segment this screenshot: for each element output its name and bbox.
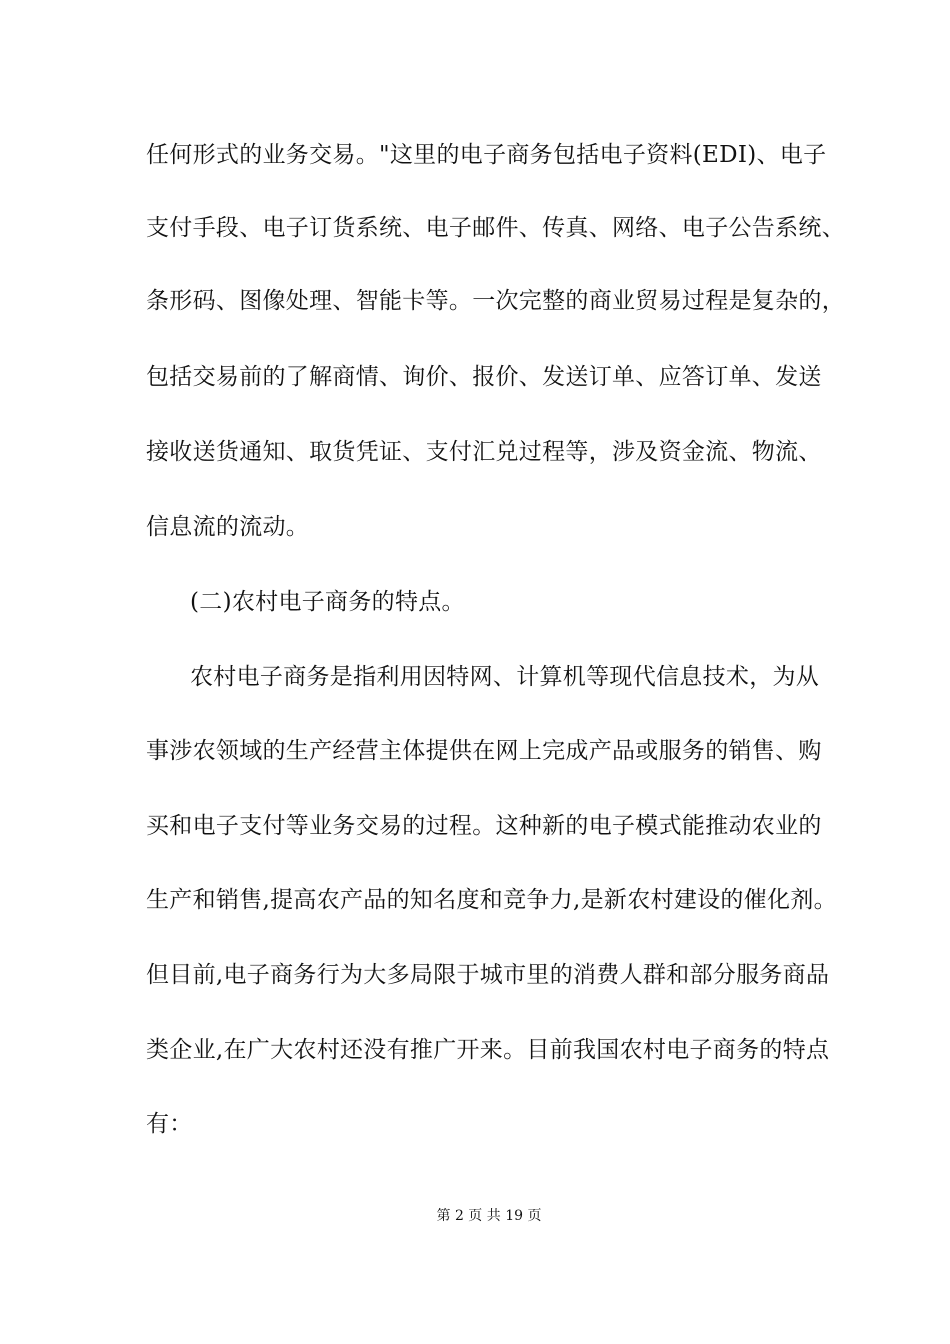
body-line-10: 买和电子支付等业务交易的过程。这种新的电子模式能推动农业的 — [146, 813, 822, 839]
body-line-9: 事涉农领域的生产经营主体提供在网上完成产品或服务的销售、购 — [146, 738, 822, 764]
body-line-12: 但目前,电子商务行为大多局限于城市里的消费人群和部分服务商品 — [146, 962, 830, 988]
body-line-5: 接收送货通知、取货凭证、支付汇兑过程等，涉及资金流、物流、 — [146, 439, 822, 465]
body-line-4: 包括交易前的了解商情、询价、报价、发送订单、应答订单、发送 — [146, 364, 822, 390]
section-heading: (二)农村电子商务的特点。 — [190, 589, 465, 615]
body-line-2: 支付手段、电子订货系统、电子邮件、传真、网络、电子公告系统、 — [146, 215, 845, 241]
body-line-13: 类企业,在广大农村还没有推广开来。目前我国农村电子商务的特点 — [146, 1037, 830, 1063]
body-line-11: 生产和销售,提高农产品的知名度和竞争力,是新农村建设的催化剂。 — [146, 887, 837, 913]
body-line-3: 条形码、图像处理、智能卡等。一次完整的商业贸易过程是复杂的， — [146, 288, 845, 314]
body-line-1: 任何形式的业务交易。"这里的电子商务包括电子资料(EDI)、电子 — [146, 142, 827, 168]
body-line-6: 信息流的流动。 — [146, 514, 310, 540]
page-footer: 第 2 页 共 19 页 — [436, 1208, 542, 1224]
body-line-14: 有： — [146, 1111, 193, 1137]
body-line-8: 农村电子商务是指利用因特网、计算机等现代信息技术，为从 — [190, 664, 820, 690]
